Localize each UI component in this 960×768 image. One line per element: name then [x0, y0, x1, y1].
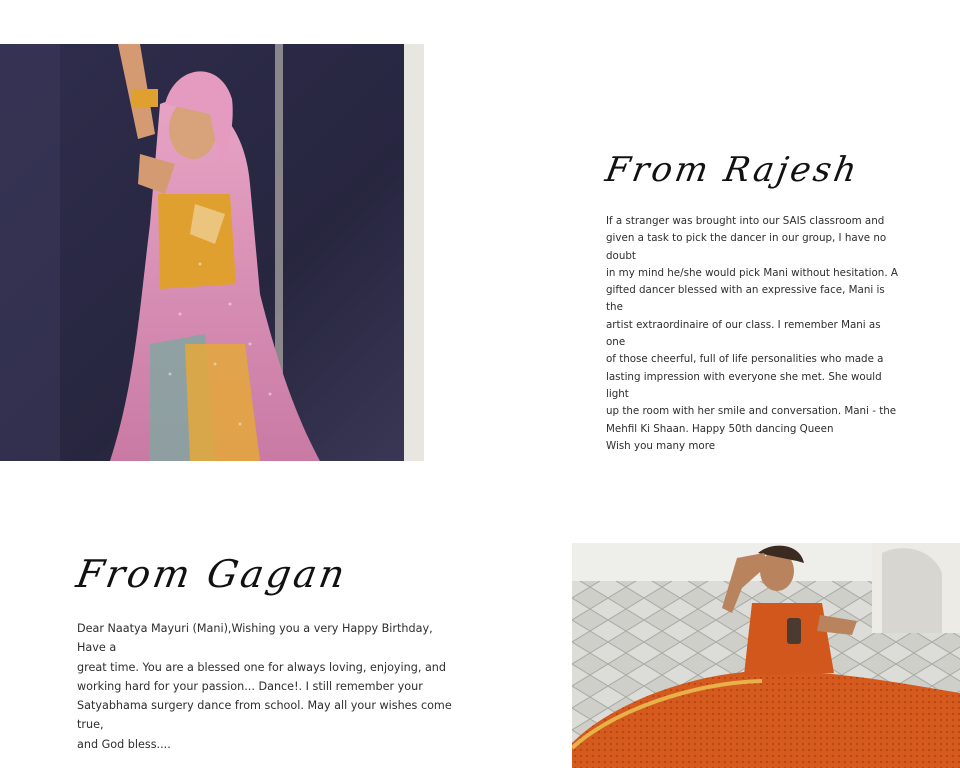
message-text-gagan: Dear Naatya Mayuri (Mani),Wishing you a very Happy Birthday, Have a great time. You are a blessed one for always loving, enjoying, and working hard for your passion... Dance!. I still remember your Satyabhama surgery dance from school. May all your wishes come true, and God bless.... — [77, 622, 452, 751]
section-heading-rajesh: From Rajesh — [602, 150, 863, 190]
dancer-photo-orange-skirt-icon — [572, 543, 960, 768]
message-text-rajesh: If a stranger was brought into our SAIS classroom and given a task to pick the dancer in our group, I have no doubt in my mind he/she would pick Mani without hesitation. A gifted dancer blessed with an expressive face, Mani is the artist extraordinaire of our class. I remember Mani as one of those cheerful, full of life personalities who made a lasting impression with everyone she met. She would light up the room with her smile and conversation. Mani - the Mehfil Ki Shaan. Happy 50th dancing Queen Wish you many more — [606, 215, 898, 452]
section-heading-gagan: From Gagan — [73, 552, 351, 596]
dancer-photo-orange-skirt — [572, 543, 960, 768]
dancer-photo-pink-costume-icon — [0, 44, 424, 461]
dancer-photo-pink-costume — [0, 44, 424, 461]
